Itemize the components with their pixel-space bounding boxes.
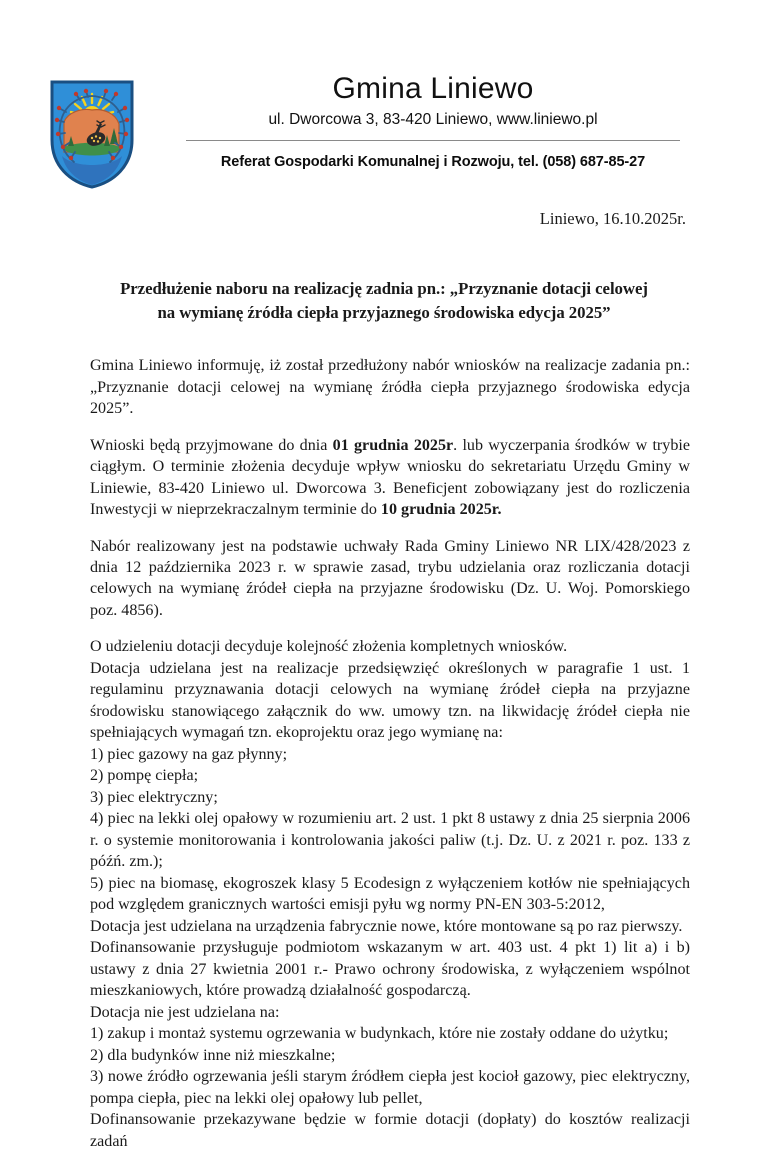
eligible-item-4: 4) piec na lekki olej opałowy w rozumieniu art. 2 ust. 1 pkt 8 ustawy z dnia 25 sierpnia 2006 r. o systemie monitorowania i kontrolowania jakości paliw (t.j. Dz. U. z 2021 r. poz. 133 z późń. zm.); [90,810,690,871]
exclusion-item-1: 1) zakup i montaż systemu ogrzewania w budynkach, które nie zostały oddane do użytku; [90,1025,669,1043]
department-line: Referat Gospodarki Komunalnej i Rozwoju, tel. (058) 687-85-27 [220,154,646,171]
document-body [90,325,690,1152]
paragraph-rules [90,636,690,1152]
exclusion-item-2: 2) dla budynków inne niż mieszkalne; [90,1046,336,1064]
page-title-line-2: na wymianę źródła ciepła przyjaznego środowiska edycja 2025” [157,303,611,323]
rule-order-of-submission: O udzieleniu dotacji decyduje kolejność złożenia kompletnych wniosków. [90,638,568,656]
deadline-text-b: . lub wyczerpania środków w trybie ciągłym. O terminie złożenia decyduje wpływ wniosku do sekretariatu Urzędu Gminy w Liniewie, 83-420 Liniewo ul. Dworcowa 3. Beneficjent zobowiązany jest do rozliczenia Inwestycji w nieprzekraczalnym terminie do [90,436,690,519]
letterhead-text [186,72,690,172]
deadline-date-application: 01 grudnia 2025r [332,436,454,454]
page-title-line-1: Przedłużenie naboru na realizację zadnia pn.: „Przyznanie dotacji celowej [120,279,648,299]
eligible-item-1: 1) piec gazowy na gaz płynny; [90,745,288,763]
eligible-item-2: 2) pompę ciepła; [90,767,199,785]
paragraph-intro: Gmina Liniewo informuję, iż został przedłużony nabór wniosków na realizacje zadania pn.: „Przyznanie dotacji celowej na wymianę źródła ciepła przyjaznego środowiska edycja 2025”. [90,357,690,418]
eligible-item-5: 5) piec na biomasę, ekogroszek klasy 5 Ecodesign z wyłączeniem kotłów nie spełniających pod względem granicznych wartości emisji pyłu wg normy PN-EN 303-5:2012, [90,874,690,914]
exclusion-item-3: 3) nowe źródło ogrzewania jeśli starym źródłem ciepła jest kocioł gazowy, piec elektryczny, pompa ciepła, piec na lekki olej opałowy lub pellet, [90,1068,690,1107]
letterhead [0,0,768,190]
rule-new-devices: Dotacja jest udzielana na urządzenia fabrycznie nowe, które montowane są po raz pierwszy. [90,917,683,935]
coat-of-arms-icon [48,78,136,190]
organization-name: Gmina Liniewo [332,72,534,105]
exclusions-heading: Dotacja nie jest udzielana na: [90,1003,280,1021]
rule-beneficiaries: Dofinansowanie przysługuje podmiotom wskazanym w art. 403 ust. 4 pkt 1) lit a) i b) ustawy z dnia 27 kwietnia 2001 r.- Prawo ochrony środowiska, z wyłączeniem wspólnot mieszkaniowych, które prowadzą działalność gospodarczą. [90,939,690,1000]
rule-scope: Dotacja udzielana jest na realizacje przedsięwzięć określonych w paragrafie 1 ust. 1 regulaminu przyznawania dotacji celowych na wymianę źródeł ciepła na przyjazne środowisku stanowiącego załącznik do ww. umowy tzn. na likwidację źródeł ciepła nie spełniających wymagań tzn. ekoprojektu oraz jego wymianę na: [90,659,690,742]
deadline-text-a: Wnioski będą przyjmowane do dnia [90,436,333,454]
rule-payment-form: Dofinansowanie przekazywane będzie w formie dotacji (dopłaty) do kosztów realizacji zadań [90,1111,690,1150]
dateline: Liniewo, 16.10.2025r. [539,209,686,228]
organization-address: ul. Dworcowa 3, 83-420 Liniewo, www.liniewo.pl [268,110,598,128]
eligible-item-3: 3) piec elektryczny; [90,788,218,806]
deadline-date-settlement: 10 grudnia 2025r. [380,501,502,519]
paragraph-legal-basis: Nabór realizowany jest na podstawie uchwały Rada Gminy Liniewo NR LIX/428/2023 z dnia 12 października 2023 r. w sprawie zasad, trybu udzielania oraz rozliczania dotacji celowych na wymianę źródeł ciepła na przyjazne środowisku (Dz. U. Woj. Pomorskiego poz. 4856). [90,537,690,619]
header-divider [186,140,680,141]
paragraph-deadlines [90,435,690,521]
page-title [78,277,690,325]
